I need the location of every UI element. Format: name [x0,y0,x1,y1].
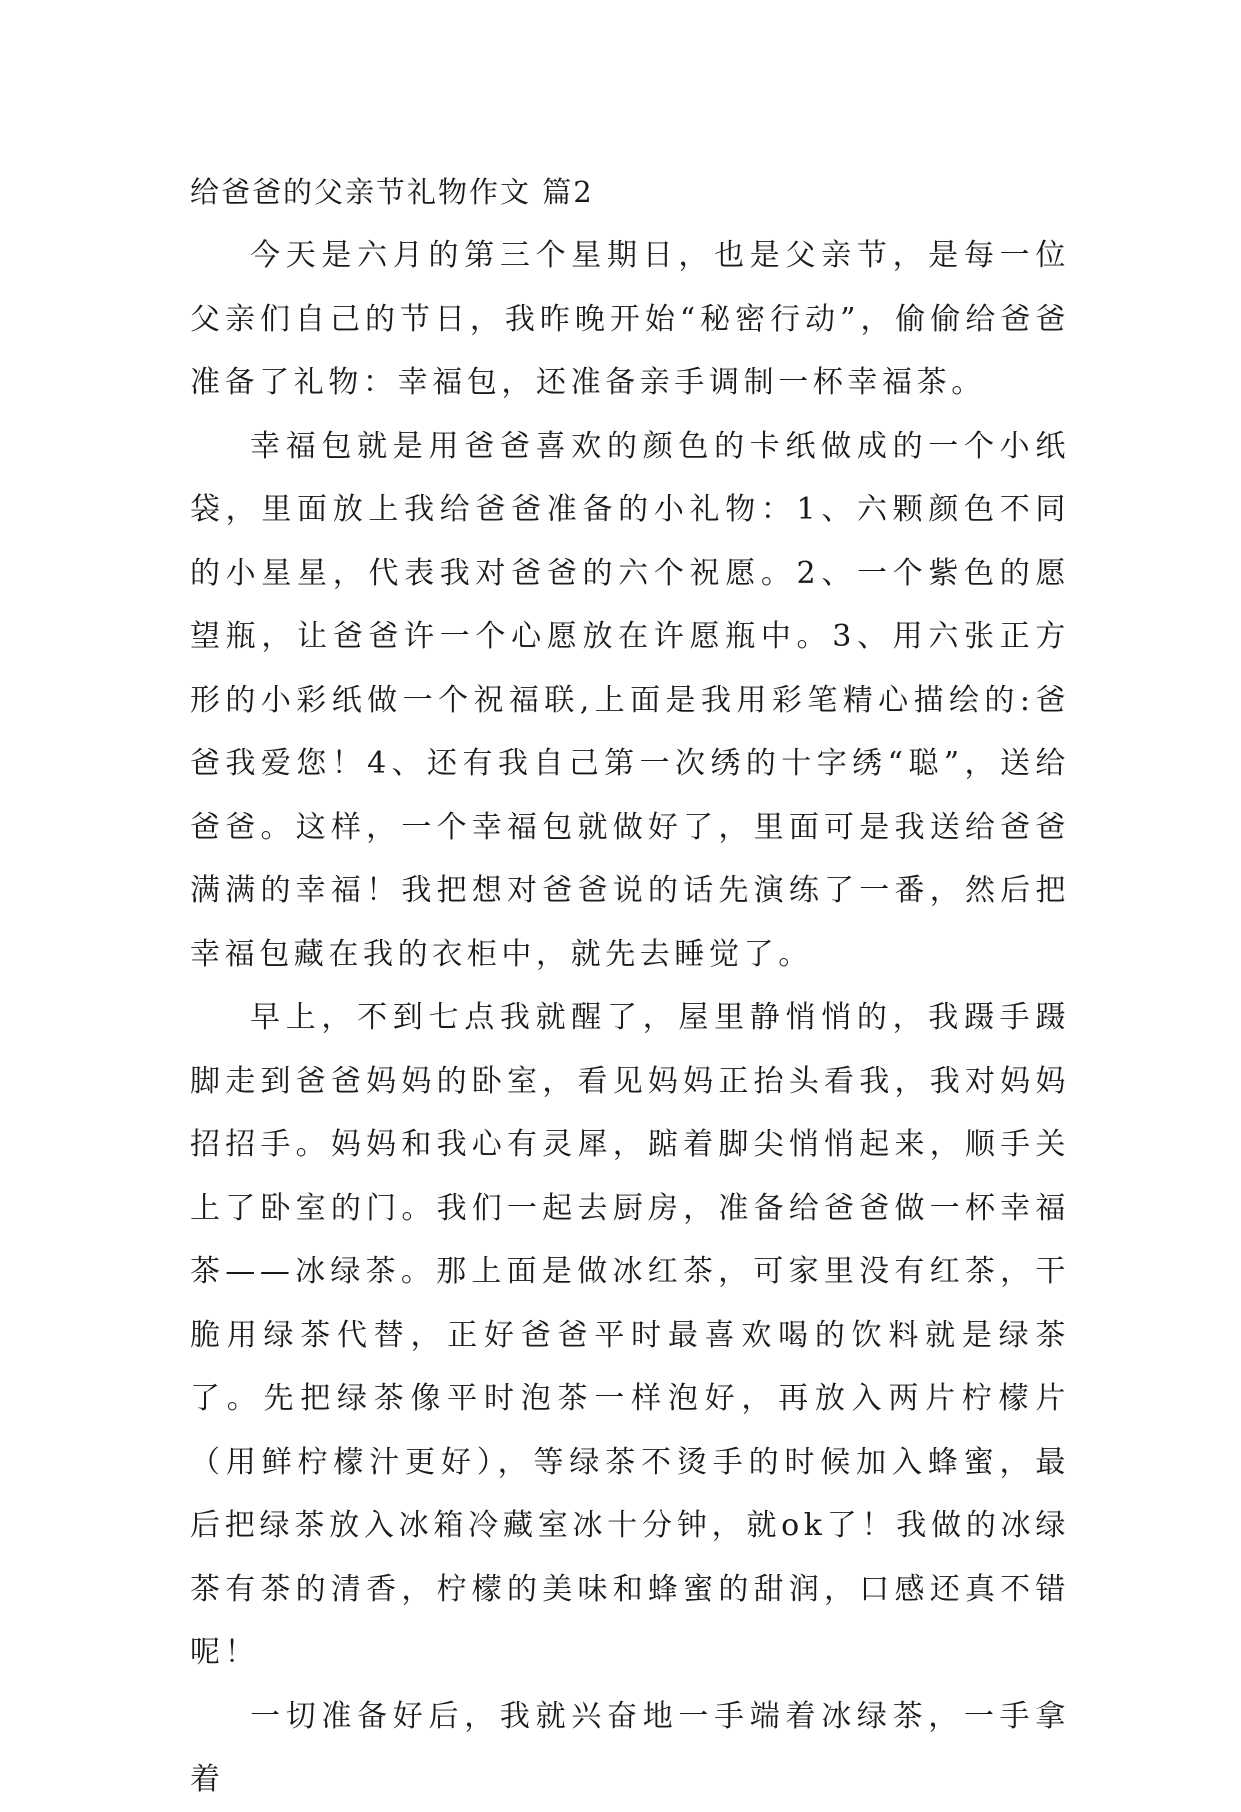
paragraph-1: 今天是六月的第三个星期日，也是父亲节，是每一位父亲们自己的节日，我昨晚开始“秘密行动”，偷偷给爸爸准备了礼物：幸福包，还准备亲手调制一杯幸福茶。 [190,238,1070,400]
document-title: 给爸爸的父亲节礼物作文 篇2 [190,175,594,209]
paragraph-4: 一切准备好后，我就兴奋地一手端着冰绿茶，一手拿着 [190,1698,1070,1797]
paragraph-3: 早上，不到七点我就醒了，屋里静悄悄的，我蹑手蹑脚走到爸爸妈妈的卧室，看见妈妈正抬头看我，我对妈妈招招手。妈妈和我心有灵犀，踮着脚尖悄悄起来，顺手关上了卧室的门。我们一起去厨房，准备给爸爸做一杯幸福茶——冰绿茶。那上面是做冰红茶，可家里没有红茶，干脆用绿茶代替，正好爸爸平时最喜欢喝的饮料就是绿茶了。先把绿茶像平时泡茶一样泡好，再放入两片柠檬片（用鲜柠檬汁更好），等绿茶不烫手的时候加入蜂蜜，最后把绿茶放入冰箱冷藏室冰十分钟，就ok了！我做的冰绿茶有茶的清香，柠檬的美味和蜂蜜的甜润，口感还真不错呢！ [190,1000,1070,1670]
paragraph-2: 幸福包就是用爸爸喜欢的颜色的卡纸做成的一个小纸袋，里面放上我给爸爸准备的小礼物：1、六颗颜色不同的小星星，代表我对爸爸的六个祝愿。2、一个紫色的愿望瓶，让爸爸许一个心愿放在许愿瓶中。3、用六张正方形的小彩纸做一个祝福联,上面是我用彩笔精心描绘的:爸爸我爱您！4、还有我自己第一次绣的十字绣“聪”，送给爸爸。这样，一个幸福包就做好了，里面可是我送给爸爸满满的幸福！我把想对爸爸说的话先演练了一番，然后把幸福包藏在我的衣柜中，就先去睡觉了。 [190,428,1070,972]
document-body [190,160,1070,1812]
